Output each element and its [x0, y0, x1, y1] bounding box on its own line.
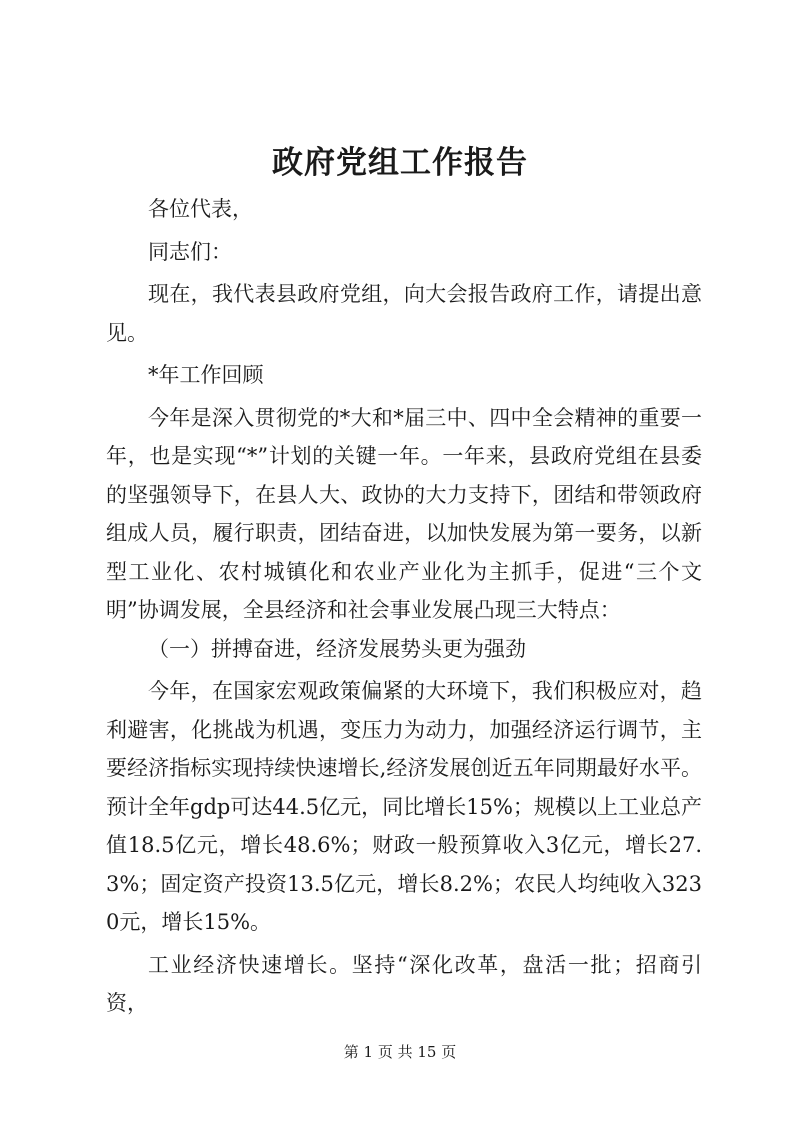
- document-body: [106, 190, 702, 1023]
- salutation-comrades: 同志们：: [148, 239, 232, 264]
- intro-paragraph: 现在，我代表县政府党组，向大会报告政府工作，请提出意见。: [106, 282, 702, 345]
- subsection-heading-1: （一）拼搏奋进，经济发展势头更为强劲: [148, 636, 526, 661]
- salutation-delegates: 各位代表，: [148, 197, 253, 221]
- document-title: 政府党组工作报告: [272, 145, 528, 181]
- industry-paragraph: 工业经济快速增长。坚持“深化改革，盘活一批；招商引资，: [106, 952, 702, 1015]
- section-heading-review: *年工作回顾: [148, 363, 264, 387]
- page-footer: 第 1 页 共 15 页: [343, 1043, 457, 1061]
- economy-paragraph: 今年，在国家宏观政策偏紧的大环境下，我们积极应对，趋利避害，化挑战为机遇，变压力为动力，加强经济运行调节，主要经济指标实现持续快速增长,经济发展创近五年同期最好水平。预计全年gdp可达44.5亿元，同比增长15%；规模以上工业总产值18.5亿元，增长48.6%；财政一般预算收入3亿元，增长27.3%；固定资产投资13.5亿元，增长8.2%；农民人均纯收入3230元，增长15%。: [106, 679, 702, 934]
- overview-paragraph: 今年是深入贯彻党的*大和*届三中、四中全会精神的重要一年，也是实现“*”计划的关键一年。一年来，县政府党组在县委的坚强领导下，在县人大、政协的大力支持下，团结和带领政府组成人员，履行职责，团结奋进，以加快发展为第一要务，以新型工业化、农村城镇化和农业产业化为主抓手，促进“三个文明”协调发展，全县经济和社会事业发展凸现三大特点：: [106, 405, 702, 622]
